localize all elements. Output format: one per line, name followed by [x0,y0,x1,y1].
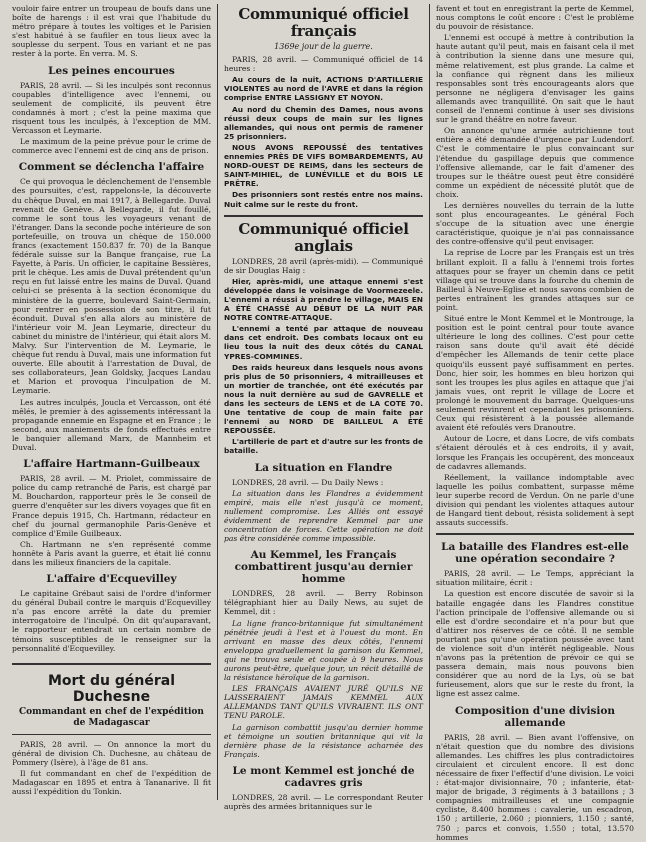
paragraph: Situé entre le Mont Kemmel et le Montrouge, la position est le point central pour toute avance ultérieure le long des collines. C'est pour cette raison sans doute qu'il avait été décidé d'empêcher les Allemands de tenir cette place quoiqu'ils eussent payé suffisamment en pertes. Donc, hier soir, les hommes en bleu horizon qui sont les troupes les plus agiles en attaque que j'ai jamais vues, ont reprit le village de Locre et prolongé le mouvement du barrage. Quelques-uns seulement revinrent et cependant les prisonniers. Ceux qui résistèrent à la poussée allemande avaient été refoulés vers Dranoutre. [436,314,634,433]
headline-composition-division: Composition d'une division allemande [455,704,615,729]
headline-comment: Comment se déclencha l'affaire [18,161,205,174]
paragraph: PARIS, 28 avril. — Le Temps, appréciant la situation militaire, écrit : [436,569,634,588]
paragraph: Ch. Hartmann ne s'en représenté comme honnête à Paris avant la guerre, et était lié connu dans les milieux financiers de la capitale. [12,539,211,567]
subheadline-madagascar: Commandant en chef de l'expédition de Madagascar [19,706,204,728]
headline-mont-kemmel: Le mont Kemmel est jonché de cadavres gris [232,764,415,789]
paragraph: La reprise de Locre par les Français est un très brillant exploit. Il a fallu à l'ennemi trois fortes attaques pour se frayer un chemin dans ce petit village qui se trouve dans la fourche du chemin de Bailleul à Neuve-Eglise et nous savons combien de pertes entraînent les grandes attaques sur ce point. [436,248,634,312]
paragraph: L'artillerie de part et d'autre sur les fronts de bataille. [224,437,423,456]
paragraph: LES FRANÇAIS AVAIENT JURÉ QU'ILS NE LAISSERAIENT JAMAIS KEMMEL AUX ALLEMANDS TANT QU'ILS VIVRAIENT. ILS ONT TENU PAROLE. [224,684,423,721]
article-continued-text: vouloir faire entrer un troupeau de boufs dans une boîte de harengs : il est vrai que l'habitude du métro prépare à toutes les voltiges et le Parisien s'est habitué à se faufiler en tous lieux avec la souplesse du serpent. Tous en variant et ne pas rester à la porte. En verra. M. S. [12,4,211,59]
headline-kemmel: Au Kemmel, les Français combattirent jusqu'au dernier homme [234,549,413,586]
paragraph: L'ennemi est occupé à mettre à contribution la haute autant qu'il peut, mais en faisant cela il met à contribution la sienne dans une mesure qui, même relativement, est plus grande. La calme et la confiance qui règnent dans les milieux responsables sont très encourageants alors que personne ne négligera d'envisager les gains allemands avec tranquillité. On sait que le haut conseil de l'ennemi continue à user ses divisions sur le grand théâtre en notre faveur. [436,33,634,125]
paragraph: Il fut commandant en chef de l'expédition de Madagascar en 1895 et entra à Tananarive. Il fit aussi l'expédition du Tonkin. [12,769,211,797]
divider [12,734,211,735]
paragraph: Les dernières nouvelles du terrain de la lutte sont plus encourageantes. Le général Foch s'occupe de la situation avec une énergie caractéristique, quoique je n'ai pas connaissance des contre-offensive qu'il peut envisager. [436,200,634,247]
paragraph: La situation dans les Flandres a évidemment empiré, mais elle n'est jusqu'à ce moment, nullement compromise. Les Alliés ont essayé évidemment de reprendre Kemmel par une concentration de forces. Cette opération ne doit pas être considérée comme impossible. [224,488,423,544]
paragraph: NOUS AVONS REPOUSSÉ des tentatives ennemies PRÈS DE VIFS BOMBARDEMENTS, AU NORD-OUEST DE REIMS, dans les secteurs de SAINT-MIHIEL, de LUNÉVILLE et du BOIS LE PRÊTRE. [224,142,423,189]
headline-hartmann: L'affaire Hartmann-Guilbeaux [23,458,200,471]
paragraph: La garnison combattit jusqu'au dernier homme et témoigne un soutien britannique qui vit la dernière phase de la résistance acharnée des Français. [224,722,423,759]
divider [436,533,634,535]
divider [224,215,423,217]
paragraph: Au cours de la nuit, ACTIONS D'ARTILLERIE VIOLENTES au nord de l'AVRE et dans la région comprise ENTRE LASSIGNY ET NOYON. [224,75,423,103]
war-day-count: 1369e jour de la guerre. [274,42,373,51]
paragraph: PARIS, 28 avril. — Si les inculpés sont reconnus coupables d'intelligence avec l'ennemi, ou seulement de complicité, ils peuvent être condamnés à mort ; c'est la peine maxima que risquent tous les inculpés, à l'exception de MM. Vercasson et Leymarie. [12,80,211,136]
paragraph: PARIS, 28 avril. — Bien avant l'offensive, on n'était question que du nombre des divisions allemandes. Les chiffres les plus contradictoires circulaient et circulent encore. Il est donc nécessaire de fixer l'effectif d'une division. Le voici : état-major divisionnaire, 70 ; infanterie, état-major de brigade, 3 régiments à 3 bataillons ; 3 compagnies mitrailleuses et une compagnie cycliste, 8.400 hommes : cavalerie, un escadron, 150 ; artillerie, 2.060 ; pionniers, 1.150 ; santé, 750 ; parcs et convois, 1.550 ; total, 13.570 hommes [436,732,634,842]
paragraph: PARIS, 28 avril. — On annonce la mort du général de division Ch. Duchesne, au château de Pommery (Isère), à l'âge de 81 ans. [12,739,211,767]
column-left [6,4,218,800]
paragraph: Le maximum de la peine prévue pour le crime de commerce avec l'ennemi est de cinq ans de prison. [12,137,211,156]
paragraph: On annonce qu'une armée autrichienne tout entière a été demandée d'urgence par Ludendorf. C'est le commentaire le plus convaincant sur l'étendue du gaspillage depuis que commence l'offensive allemande, car le fait d'amener des troupes sur le théâtre ouest peut être considéré comme un expédient de nécessité plutôt que de choix. [436,126,634,199]
paragraph: Autour de Locre, et dans Locre, de vifs combats s'étaient déroulés et à ces endroits, il y avait, lorsque les Français les occupèrent, des monceaux de cadavres allemands. [436,434,634,471]
paragraph: Ce qui provoqua le déclenchement de l'ensemble des poursuites, c'est, rappelons-le, la découverte du chèque Duval, en mai 1917, à Bellegarde. Duval revenait de Genève. A Bellegarde, il fut fouillé, comme le sont tous les voyageurs venant de l'étranger. Dans la seconde poche intérieure de son portefeuille, on trouva un chèque de 150.000 francs (exactement 150.837 fr. 70) de la Banque fédérale suisse sur la Banque française, rue La Fayette, à Paris. Un officier, le capitaine Bessières, prit le chèque. Les amis de Duval prétendent qu'un reçu en fut laissé entre les mains de Duval. Quand celui-ci se présenta à la section économique du ministère de la guerre, boulevard Saint-Germain, pour rentrer en possession de son titre, il fut éconduit. Duval s'en alla alors au ministère de l'intérieur voir M. Jean Leymarie, directeur du cabinet du ministre de l'intérieur, qui était alors M. Malvy. Sur l'intervention de M. Leymarie, le chèque fut rendu à Duval, mais une information fut ouverte. Elle aboutit à l'arrestation de Duval, de ses collaborateurs, Jean Goldsky, Jacques Landau et Marion et provoqua l'inculpation de M. Leymarie. [12,177,211,396]
column-middle [218,4,430,811]
headline-mort-duchesne: Mort du général Duchesne [12,663,211,705]
paragraph: favent et tout en enregistrant la perte de Kemmel, nous comptons le coût encore : C'est le problème du pouvoir de résistance. [436,4,634,32]
paragraph: PARIS, 28 avril. — Communiqué officiel de 14 heures : [224,55,423,74]
paragraph: Des prisonniers sont restés entre nos mains. Nuit calme sur le reste du front. [224,190,423,209]
column-right [430,4,640,842]
paragraph: Réellement, la vaillance indomptable avec laquelle les poilus combattent, surpasse même leur superbe record de Verdun. On ne parle d'une division qui pendant les violentes attaques autour de Hangard tient debout, résista solidement à sept assauts successifs. [436,472,634,528]
paragraph: Hier, après-midi, une attaque ennemi s'est développée dans le voisinage de Voormezeele. L'ennemi a réussi à prendre le village, MAIS EN A ÉTÉ CHASSÉ AU DÉBUT DE LA NUIT PAR NOTRE CONTRE-ATTAQUE. [224,276,423,323]
headline-communique-francais: Communiqué officiel français [238,5,409,40]
paragraph: PARIS, 28 avril. — M. Priolet, commissaire de police du camp retranché de Paris, est chargé par M. Bouchardon, rapporteur près le 3e conseil de guerre d'enquêter sur les divers voyages que fit en France depuis 1915, Ch. Hartmann, rédacteur en chef du journal germanophile Paris-Genève et complice d'Emile Guilbeaux. [12,474,211,538]
paragraph: LONDRES, 28 avril. — Le correspondant Reuter auprès des armées britanniques sur le [224,792,423,811]
headline-communique-anglais: Communiqué officiel anglais [238,219,409,255]
paragraph: Des raids heureux dans lesquels nous avons pris plus de 50 prisonniers, 4 mitrailleuses et un mortier de tranchée, ont été exécutés par nous la nuit dernière au sud de GAVRELLE et dans les secteurs de LENS et de LA COTE 70. Une tentative de coup de main faite par l'ennemi au NORD DE BAILLEUL A ÉTÉ REPOUSSÉE. [224,362,423,436]
paragraph: La ligne franco-britannique fut simultanément pénétrée jeudi à l'est et à l'ouest du mont. En arrivant en masse des deux côtés, l'ennemi enveloppa graduellement la garnison du Kemmel, qui ne trouva seule et coupée à 9 heures. Nous aurons peut-être, quelque jour, un récit détaillé de la résistance héroïque de la garnison. [224,618,423,683]
headline-ecquevilley: L'affaire d'Ecquevilley [46,573,177,586]
paragraph: LONDRES, 28 avril (après-midi). — Communiqué de sir Douglas Haig : [224,256,423,275]
paragraph: L'ennemi a tenté par attaque de nouveau dans cet endroit. Des combats locaux ont eu lieu tous la nuit des deux côtés du CANAL YPRES-COMMINES. [224,324,423,361]
paragraph: Les autres inculpés, Joucla et Vercasson, ont été mêlés, le premier à des agissements intéressant la propagande ennemie en Espagne et en France ; le second, aux maniements de fonds effectués entre le banquier allemand Marx, de Mannheim et Duval. [12,397,211,453]
paragraph: Le capitaine Grébaut saisi de l'ordre d'informer du général Dubail contre le marquis d'Ecquevilley n'a pas encore arrêté la date du premier interrogatoire de l'inculpé. On dit qu'auparavant, le rapporteur entendrait un certain nombre de témoins susceptibles de le renseigner sur la personnalité d'Ecquevilley. [12,589,211,653]
paragraph: La question est encore discutée de savoir si la bataille engagée dans les Flandres constitue l'action principale de l'offensive allemande ou si elle est d'ordre secondaire et n'a pour but que d'attirer nos réserves de ce côté. Il ne semble pourtant pas qu'une opération poussée avec tant de violence soit d'un intérêt négligeable. Nous n'avons pas la prétention de prévoir ce qui se passera demain, mais nous pouvons bien considérer que au nord de la Lys, où se bat furieusement, alors que sur le reste du front, la ligne est assez calme. [436,589,634,699]
paragraph: Au nord du Chemin des Dames, nous avons réussi deux coups de main sur les lignes allemandes, qui nous ont permis de ramener 25 prisonniers. [224,104,423,141]
headline-bataille-flandres: La bataille des Flandres est-elle une opération secondaire ? [441,541,629,566]
headline-peines: Les peines encourues [48,64,175,77]
paragraph: LONDRES, 28 avril. — Du Daily News : [232,477,384,487]
paragraph: LONDRES, 28 avril. — Berry Robinson télégraphiant hier au Daily News, au sujet de Kemmel, dit : [224,589,423,617]
headline-situation-flandre: La situation en Flandre [254,461,393,474]
